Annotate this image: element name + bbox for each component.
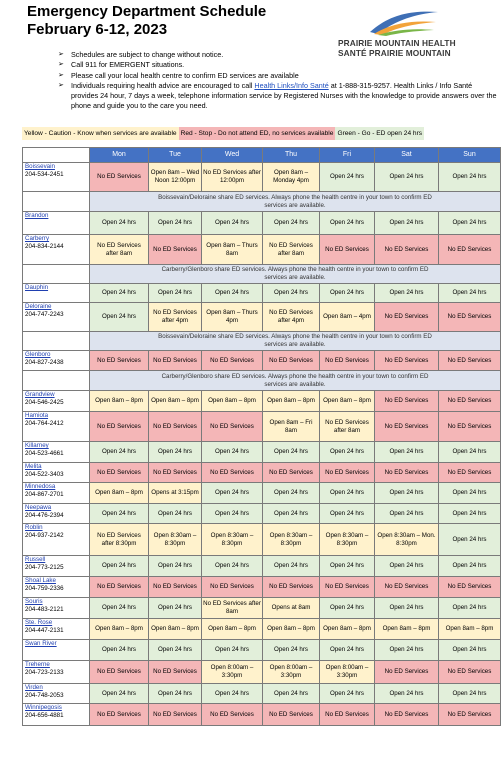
- schedule-cell: Open 24 hrs: [439, 684, 501, 704]
- schedule-cell: Open 24 hrs: [375, 684, 439, 704]
- schedule-cell: Open 24 hrs: [375, 640, 439, 661]
- schedule-cell: Open 8am – 8pm: [149, 619, 202, 640]
- schedule-cell: Open 24 hrs: [375, 212, 439, 235]
- note-row-label: [23, 192, 90, 212]
- schedule-cell: Open 24 hrs: [263, 212, 320, 235]
- title-line-1: Emergency Department Schedule: [27, 3, 267, 20]
- day-header: Wed: [202, 148, 263, 163]
- schedule-cell: No ED Services: [90, 704, 149, 726]
- arrow-bullet-icon: ➢: [58, 71, 64, 79]
- schedule-cell: Open 24 hrs: [439, 163, 501, 192]
- schedule-cell: Open 24 hrs: [375, 556, 439, 577]
- town-cell: [23, 391, 90, 412]
- legend-yellow: Yellow - Caution - Know when services are available: [22, 127, 179, 140]
- schedule-cell: Open 24 hrs: [90, 640, 149, 661]
- schedule-cell: No ED Services: [149, 235, 202, 265]
- town-cell: [23, 640, 90, 661]
- town-name-link[interactable]: Hamiota: [25, 412, 49, 419]
- color-legend: [22, 127, 424, 140]
- schedule-cell: Open 8am – Thurs 8am: [202, 235, 263, 265]
- shared-services-note: Boissevain/Deloraine share ED services. Always phone the health centre in your town to confirm ED services are available.: [90, 192, 501, 212]
- town-row: [23, 704, 501, 726]
- town-row: [23, 235, 501, 265]
- town-name-link[interactable]: Shoal Lake: [25, 577, 56, 584]
- schedule-cell: No ED Services: [320, 351, 375, 371]
- schedule-cell: Open 8am – 8pm: [202, 391, 263, 412]
- schedule-cell: No ED Services after 8am: [320, 412, 375, 442]
- schedule-cell: Open 24 hrs: [90, 212, 149, 235]
- schedule-cell: No ED Services: [320, 463, 375, 483]
- schedule-cell: Open 24 hrs: [263, 640, 320, 661]
- schedule-cell: Open 24 hrs: [320, 640, 375, 661]
- town-row: [23, 412, 501, 442]
- day-header: Sun: [439, 148, 501, 163]
- notice-list: [58, 50, 498, 112]
- schedule-cell: No ED Services: [263, 577, 320, 598]
- schedule-cell: Open 8am – Monday 4pm: [263, 163, 320, 192]
- schedule-cell: No ED Services: [202, 704, 263, 726]
- town-row: [23, 504, 501, 524]
- schedule-cell: No ED Services: [375, 303, 439, 332]
- schedule-cell: No ED Services: [375, 704, 439, 726]
- schedule-cell: Open 24 hrs: [149, 442, 202, 463]
- shared-services-note: Boissevain/Deloraine share ED services. Always phone the health centre in your town to confirm ED services are available.: [90, 332, 501, 351]
- page-title: [27, 3, 266, 39]
- schedule-cell: Open 24 hrs: [149, 284, 202, 303]
- schedule-cell: No ED Services: [202, 351, 263, 371]
- schedule-cell: Open 8am – 8pm: [149, 391, 202, 412]
- day-header: Sat: [375, 148, 439, 163]
- schedule-cell: Open 8:30am – 8:30pm: [263, 524, 320, 556]
- schedule-cell: Open 24 hrs: [90, 303, 149, 332]
- schedule-cell: Open 24 hrs: [320, 284, 375, 303]
- notice-item: [58, 50, 498, 60]
- town-phone: 204-656-4881: [25, 711, 64, 719]
- schedule-cell: No ED Services after 4pm: [149, 303, 202, 332]
- town-cell: [23, 524, 90, 556]
- schedule-cell: Open 8am – Fri 8am: [263, 412, 320, 442]
- town-row: [23, 524, 501, 556]
- town-phone: 204-476-2394: [25, 511, 64, 519]
- schedule-cell: Open 24 hrs: [263, 483, 320, 504]
- schedule-cell: No ED Services: [263, 463, 320, 483]
- notice-text: Please call your local health centre to confirm ED services are available: [71, 70, 299, 80]
- schedule-cell: Open 24 hrs: [320, 442, 375, 463]
- note-row-label: [23, 371, 90, 391]
- schedule-cell: Open 8:00am – 3:30pm: [320, 661, 375, 684]
- schedule-cell: Open 8am – 8pm: [90, 391, 149, 412]
- town-row: [23, 684, 501, 704]
- schedule-cell: No ED Services after 4pm: [263, 303, 320, 332]
- schedule-cell: Opens at 3:15pm: [149, 483, 202, 504]
- schedule-cell: No ED Services: [439, 303, 501, 332]
- schedule-cell: No ED Services: [439, 235, 501, 265]
- schedule-cell: No ED Services: [90, 577, 149, 598]
- schedule-cell: Open 8am – 8pm: [90, 619, 149, 640]
- schedule-cell: Open 24 hrs: [439, 483, 501, 504]
- town-phone: 204-546-2425: [25, 398, 64, 406]
- day-header: Thu: [263, 148, 320, 163]
- note-row-label: [23, 332, 90, 351]
- schedule-cell: No ED Services: [439, 463, 501, 483]
- day-header: Mon: [90, 148, 149, 163]
- notice-text: Call 911 for EMERGENT situations.: [71, 60, 185, 70]
- schedule-cell: Open 24 hrs: [202, 640, 263, 661]
- town-cell: [23, 598, 90, 619]
- health-links-link[interactable]: Health Links/Info Santé: [254, 80, 329, 90]
- schedule-cell: No ED Services: [375, 235, 439, 265]
- schedule-cell: No ED Services: [375, 661, 439, 684]
- town-name-link[interactable]: Grandview: [25, 391, 55, 398]
- town-phone: 204-759-2336: [25, 584, 64, 592]
- schedule-cell: No ED Services: [320, 577, 375, 598]
- town-row: [23, 442, 501, 463]
- schedule-cell: No ED Services: [202, 412, 263, 442]
- shared-services-note-row: [23, 371, 501, 391]
- shared-services-note: Carberry/Glenboro share ED services. Always phone the health centre in your town to confirm ED services are available.: [90, 371, 501, 391]
- schedule-cell: Open 8:30am – Mon. 8:30pm: [375, 524, 439, 556]
- town-name-link[interactable]: Swan River: [25, 640, 57, 647]
- schedule-cell: No ED Services: [90, 412, 149, 442]
- notice-item: [58, 71, 498, 81]
- schedule-cell: Open 24 hrs: [439, 504, 501, 524]
- mountain-logo-icon: [368, 6, 440, 36]
- town-cell: [23, 463, 90, 483]
- notice-text: at 1-888-315-9257. Health Links / Info Santé provides 24 hour, 7 days a week, telephone information service by Registered Nurses with the knowledge to provide answers over the phone and guide you to the care you need.: [71, 80, 497, 111]
- town-phone: 204-867-2701: [25, 490, 64, 498]
- shared-services-note: Carberry/Glenboro share ED services. Always phone the health centre in your town to confirm ED services are available.: [90, 265, 501, 284]
- town-row: [23, 661, 501, 684]
- town-name-link[interactable]: Boissevain: [25, 163, 55, 170]
- town-row: [23, 163, 501, 192]
- schedule-cell: Open 8:30am – 8:30pm: [202, 524, 263, 556]
- town-phone: 204-764-2412: [25, 419, 64, 427]
- schedule-cell: Open 24 hrs: [202, 284, 263, 303]
- town-phone: 204-937-2142: [25, 531, 64, 539]
- day-header: Fri: [320, 148, 375, 163]
- town-phone: 204-447-2131: [25, 626, 64, 634]
- schedule-cell: Open 24 hrs: [375, 598, 439, 619]
- schedule-cell: Open 24 hrs: [375, 284, 439, 303]
- town-name-link[interactable]: Dauphin: [25, 284, 49, 291]
- schedule-cell: Open 24 hrs: [90, 284, 149, 303]
- schedule-cell: No ED Services: [375, 463, 439, 483]
- day-header-row: [23, 148, 501, 163]
- town-phone: 204-747-2243: [25, 310, 64, 318]
- town-row: [23, 212, 501, 235]
- schedule-cell: Open 24 hrs: [263, 556, 320, 577]
- notice-item: [58, 60, 498, 70]
- schedule-cell: Open 8am – 8pm: [263, 391, 320, 412]
- schedule-cell: No ED Services: [439, 577, 501, 598]
- schedule-cell: Open 24 hrs: [439, 524, 501, 556]
- schedule-cell: Open 24 hrs: [90, 684, 149, 704]
- schedule-cell: Open 8am – 8pm: [90, 483, 149, 504]
- town-cell: [23, 212, 90, 235]
- arrow-bullet-icon: ➢: [58, 81, 64, 89]
- schedule-cell: Open 24 hrs: [149, 504, 202, 524]
- town-name-link[interactable]: Roblin: [25, 524, 43, 531]
- schedule-cell: Open 24 hrs: [263, 684, 320, 704]
- schedule-cell: No ED Services: [439, 704, 501, 726]
- town-row: [23, 577, 501, 598]
- schedule-cell: Open 24 hrs: [90, 442, 149, 463]
- schedule-cell: No ED Services: [263, 704, 320, 726]
- schedule-cell: Open 24 hrs: [149, 556, 202, 577]
- town-cell: [23, 163, 90, 192]
- arrow-bullet-icon: ➢: [58, 61, 64, 69]
- town-name-link[interactable]: Carberry: [25, 235, 50, 242]
- town-cell: [23, 556, 90, 577]
- schedule-cell: Open 8am – 8pm: [320, 391, 375, 412]
- schedule-cell: No ED Services: [320, 235, 375, 265]
- schedule-cell: Open 24 hrs: [263, 442, 320, 463]
- schedule-cell: No ED Services: [90, 351, 149, 371]
- schedule-body: [23, 163, 501, 726]
- schedule-cell: No ED Services: [149, 661, 202, 684]
- town-name-link[interactable]: Glenboro: [25, 351, 51, 358]
- schedule-cell: Opens at 8am: [263, 598, 320, 619]
- schedule-cell: No ED Services: [320, 704, 375, 726]
- town-row: [23, 619, 501, 640]
- schedule-cell: No ED Services: [202, 577, 263, 598]
- shared-services-note-row: [23, 332, 501, 351]
- town-row: [23, 303, 501, 332]
- schedule-cell: Open 24 hrs: [320, 684, 375, 704]
- town-name-link[interactable]: Russell: [25, 556, 46, 563]
- schedule-cell: Open 8am – 8pm: [320, 619, 375, 640]
- schedule-cell: Open 8am – 8pm: [202, 619, 263, 640]
- schedule-cell: Open 8:30am – 8:30pm: [320, 524, 375, 556]
- schedule-cell: Open 24 hrs: [375, 442, 439, 463]
- schedule-cell: No ED Services: [375, 577, 439, 598]
- town-name-link[interactable]: Neepawa: [25, 504, 52, 511]
- schedule-cell: No ED Services: [439, 351, 501, 371]
- town-phone: 204-534-2451: [25, 170, 64, 178]
- legend-green: Green - Go - ED open 24 hrs: [335, 127, 424, 140]
- schedule-cell: Open 24 hrs: [202, 212, 263, 235]
- schedule-cell: Open 24 hrs: [149, 640, 202, 661]
- town-name-link[interactable]: Treherne: [25, 661, 50, 668]
- town-cell: [23, 235, 90, 265]
- schedule-cell: Open 24 hrs: [320, 163, 375, 192]
- schedule-cell: No ED Services after 8:30pm: [90, 524, 149, 556]
- town-name-link[interactable]: Souris: [25, 598, 43, 605]
- schedule-cell: Open 8am – 8pm: [439, 619, 501, 640]
- schedule-cell: Open 24 hrs: [439, 212, 501, 235]
- schedule-cell: No ED Services: [90, 163, 149, 192]
- schedule-cell: Open 24 hrs: [149, 684, 202, 704]
- schedule-cell: No ED Services: [439, 391, 501, 412]
- schedule-cell: Open 24 hrs: [202, 504, 263, 524]
- shared-services-note-row: [23, 192, 501, 212]
- town-row: [23, 556, 501, 577]
- schedule-cell: No ED Services after 8am: [90, 235, 149, 265]
- town-name-link[interactable]: Ste. Rose: [25, 619, 53, 626]
- town-phone: 204-523-4661: [25, 449, 64, 457]
- schedule-cell: Open 8am – 8pm: [375, 619, 439, 640]
- town-name-link[interactable]: Brandon: [25, 212, 49, 219]
- schedule-cell: No ED Services: [90, 661, 149, 684]
- town-row: [23, 463, 501, 483]
- schedule-cell: Open 24 hrs: [202, 684, 263, 704]
- town-phone: 204-827-2438: [25, 358, 64, 366]
- schedule-cell: Open 8:30am – 8:30pm: [149, 524, 202, 556]
- schedule-table: [22, 147, 501, 726]
- notice-text: Individuals requiring health advice are encouraged to call: [71, 80, 255, 90]
- logo-name-fr: SANTÉ PRAIRIE MOUNTAIN: [338, 48, 451, 58]
- schedule-cell: Open 24 hrs: [202, 442, 263, 463]
- notice-item: [58, 81, 498, 112]
- corner-cell: [23, 148, 90, 163]
- note-row-label: [23, 265, 90, 284]
- schedule-cell: Open 24 hrs: [149, 212, 202, 235]
- town-cell: [23, 483, 90, 504]
- town-cell: [23, 619, 90, 640]
- town-cell: [23, 284, 90, 303]
- town-name-link[interactable]: Deloraine: [25, 303, 52, 310]
- schedule-cell: No ED Services: [439, 412, 501, 442]
- town-cell: [23, 577, 90, 598]
- schedule-cell: No ED Services: [149, 351, 202, 371]
- schedule-cell: No ED Services: [375, 391, 439, 412]
- town-phone: 204-723-2133: [25, 668, 64, 676]
- town-cell: [23, 412, 90, 442]
- town-phone: 204-748-2053: [25, 691, 64, 699]
- schedule-cell: No ED Services after 8am: [202, 598, 263, 619]
- legend-red: Red - Stop - Do not attend ED, no services available: [179, 127, 336, 140]
- town-row: [23, 598, 501, 619]
- schedule-cell: No ED Services: [149, 463, 202, 483]
- schedule-cell: No ED Services: [90, 463, 149, 483]
- town-row: [23, 391, 501, 412]
- schedule-cell: Open 24 hrs: [320, 483, 375, 504]
- schedule-cell: Open 24 hrs: [439, 284, 501, 303]
- town-cell: [23, 303, 90, 332]
- schedule-cell: Open 8am – 4pm: [320, 303, 375, 332]
- schedule-cell: Open 24 hrs: [375, 504, 439, 524]
- schedule-cell: Open 8am – Wed Noon 12:00pm: [149, 163, 202, 192]
- logo-name-en: PRAIRIE MOUNTAIN HEALTH: [338, 38, 456, 48]
- title-line-2: February 6-12, 2023: [27, 21, 168, 38]
- schedule-cell: Open 24 hrs: [320, 212, 375, 235]
- schedule-cell: Open 8am – Thurs 4pm: [202, 303, 263, 332]
- schedule-cell: Open 24 hrs: [439, 556, 501, 577]
- schedule-cell: No ED Services: [149, 412, 202, 442]
- town-row: [23, 640, 501, 661]
- town-cell: [23, 661, 90, 684]
- schedule-cell: No ED Services after 8am: [263, 235, 320, 265]
- town-name-link[interactable]: Melita: [25, 463, 42, 470]
- arrow-bullet-icon: ➢: [58, 51, 64, 58]
- schedule-cell: Open 24 hrs: [375, 163, 439, 192]
- schedule-cell: Open 24 hrs: [202, 483, 263, 504]
- town-name-link[interactable]: Winnipegosis: [25, 704, 62, 711]
- notice-text: Schedules are subject to change without notice.: [71, 50, 224, 59]
- schedule-cell: No ED Services: [149, 704, 202, 726]
- schedule-cell: Open 24 hrs: [439, 442, 501, 463]
- town-row: [23, 351, 501, 371]
- schedule-cell: Open 24 hrs: [439, 640, 501, 661]
- town-phone: 204-522-3403: [25, 470, 64, 478]
- schedule-cell: No ED Services: [375, 351, 439, 371]
- schedule-cell: Open 24 hrs: [90, 504, 149, 524]
- schedule-cell: Open 24 hrs: [439, 598, 501, 619]
- town-name-link[interactable]: Killarney: [25, 442, 49, 449]
- town-phone: 204-773-2125: [25, 563, 64, 571]
- schedule-cell: Open 24 hrs: [320, 556, 375, 577]
- schedule-cell: Open 8:00am – 3:30pm: [263, 661, 320, 684]
- town-name-link[interactable]: Minnedosa: [25, 483, 56, 490]
- schedule-cell: Open 24 hrs: [320, 598, 375, 619]
- schedule-cell: No ED Services: [263, 351, 320, 371]
- schedule-cell: Open 24 hrs: [375, 483, 439, 504]
- schedule-cell: No ED Services: [375, 412, 439, 442]
- town-cell: [23, 442, 90, 463]
- shared-services-note-row: [23, 265, 501, 284]
- town-phone: 204-483-2121: [25, 605, 64, 613]
- town-row: [23, 284, 501, 303]
- schedule-cell: No ED Services after 12:00pm: [202, 163, 263, 192]
- schedule-cell: No ED Services: [202, 463, 263, 483]
- schedule-cell: Open 24 hrs: [202, 556, 263, 577]
- town-phone: 204-834-2144: [25, 242, 64, 250]
- town-cell: [23, 704, 90, 726]
- town-row: [23, 483, 501, 504]
- town-cell: [23, 504, 90, 524]
- town-cell: [23, 684, 90, 704]
- schedule-cell: Open 24 hrs: [320, 504, 375, 524]
- schedule-cell: Open 24 hrs: [263, 284, 320, 303]
- schedule-cell: No ED Services: [439, 661, 501, 684]
- schedule-cell: Open 8am – 8pm: [263, 619, 320, 640]
- schedule-cell: Open 24 hrs: [90, 598, 149, 619]
- town-cell: [23, 351, 90, 371]
- schedule-cell: Open 24 hrs: [263, 504, 320, 524]
- town-name-link[interactable]: Virden: [25, 684, 43, 691]
- day-header: Tue: [149, 148, 202, 163]
- schedule-cell: Open 8:00am – 3:30pm: [202, 661, 263, 684]
- schedule-cell: Open 24 hrs: [90, 556, 149, 577]
- schedule-cell: No ED Services: [149, 577, 202, 598]
- schedule-cell: Open 24 hrs: [149, 598, 202, 619]
